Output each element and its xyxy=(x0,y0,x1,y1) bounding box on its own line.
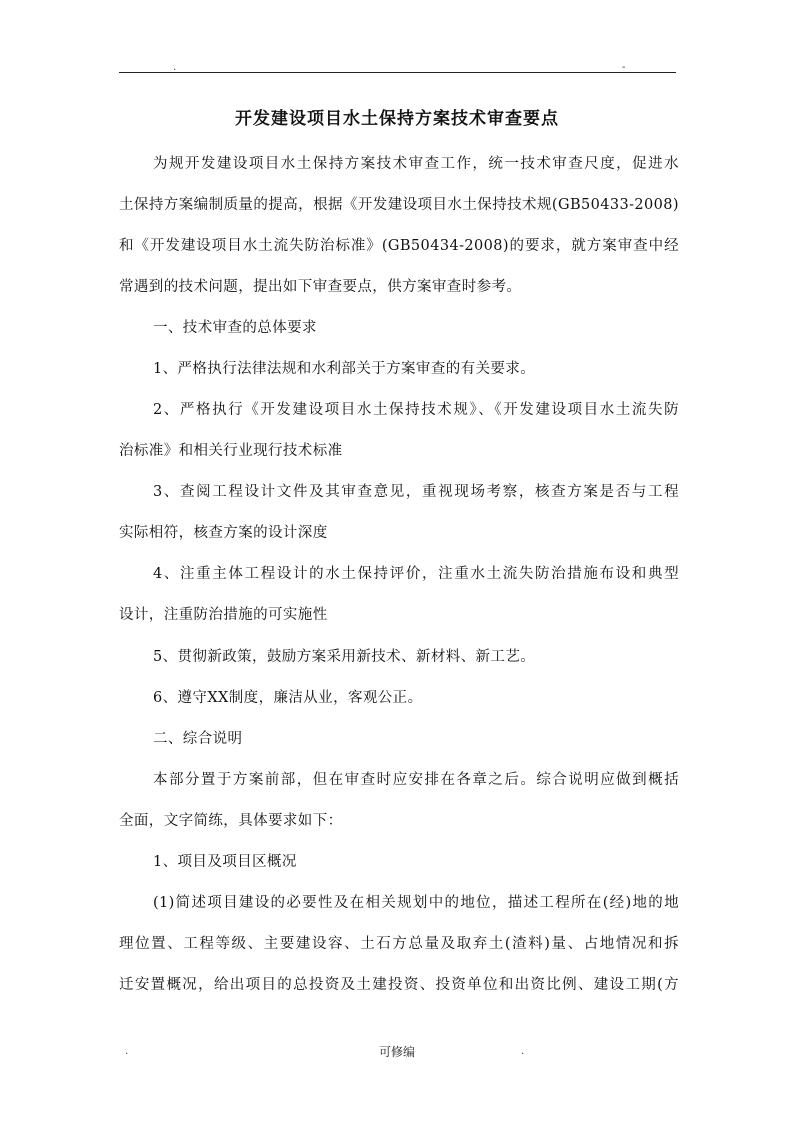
body-line: 和《开发建设项目水土流失防治标准》(GB50434-2008)的要求，就方案审查中经 xyxy=(119,238,679,254)
section-heading: 二、综合说明 xyxy=(153,731,243,747)
header-left-mark: . xyxy=(173,62,177,73)
footer-left-mark: . xyxy=(125,1046,129,1057)
body-line: 理位置、工程等级、主要建设容、土石方总量及取弃土(渣料)量、占地情况和拆 xyxy=(119,936,679,952)
footer-text: 可修编 xyxy=(378,1045,415,1059)
footer-right-mark: . xyxy=(521,1046,525,1057)
subsection-heading: 1、项目及项目区概况 xyxy=(153,854,297,870)
list-item: 5、贯彻新政策，鼓励方案采用新技术、新材料、新工艺。 xyxy=(153,649,536,665)
document-title: 开发建设项目水土保持方案技术审查要点 xyxy=(235,109,559,129)
body-line: 迁安置概况，给出项目的总投资及土建投资、投资单位和出资比例、建设工期(方 xyxy=(119,977,679,993)
list-item: 1、严格执行法律法规和水利部关于方案审查的有关要求。 xyxy=(153,361,536,377)
body-line: 全面，文字简练，具体要求如下： xyxy=(119,813,343,829)
body-line: 为规开发建设项目水土保持方案技术审查工作，统一技术审查尺度，促进水 xyxy=(153,156,679,172)
body-line: 土保持方案编制质量的提高，根据《开发建设项目水土保持技术规(GB50433-2008) xyxy=(119,197,679,213)
list-item-cont: 治标准》和相关行业现行技术标准 xyxy=(119,443,343,459)
header-right-mark: - xyxy=(622,62,626,73)
body-line: 常遇到的技术问题，提出如下审查要点，供方案审查时参考。 xyxy=(119,279,522,295)
body-line: 本部分置于方案前部，但在审查时应安排在各章之后。综合说明应做到概括 xyxy=(153,772,679,788)
list-item-cont: 实际相符，核查方案的设计深度 xyxy=(119,525,328,541)
body-line: (1)简述项目建设的必要性及在相关规划中的地位，描述工程所在(经)地的地 xyxy=(153,895,679,911)
list-item: 3、查阅工程设计文件及其审查意见，重视现场考察，核查方案是否与工程 xyxy=(153,484,679,500)
list-item-cont: 设计，注重防治措施的可实施性 xyxy=(119,607,328,623)
list-item: 4、注重主体工程设计的水土保持评价，注重水土流失防治措施布设和典型 xyxy=(153,566,679,582)
section-heading: 一、技术审查的总体要求 xyxy=(153,320,317,336)
list-item: 2、严格执行《开发建设项目水土保持技术规》、《开发建设项目水土流失防 xyxy=(153,402,679,418)
list-item: 6、遵守XX制度，廉洁从业，客观公正。 xyxy=(153,690,423,706)
header-rule xyxy=(119,72,676,73)
